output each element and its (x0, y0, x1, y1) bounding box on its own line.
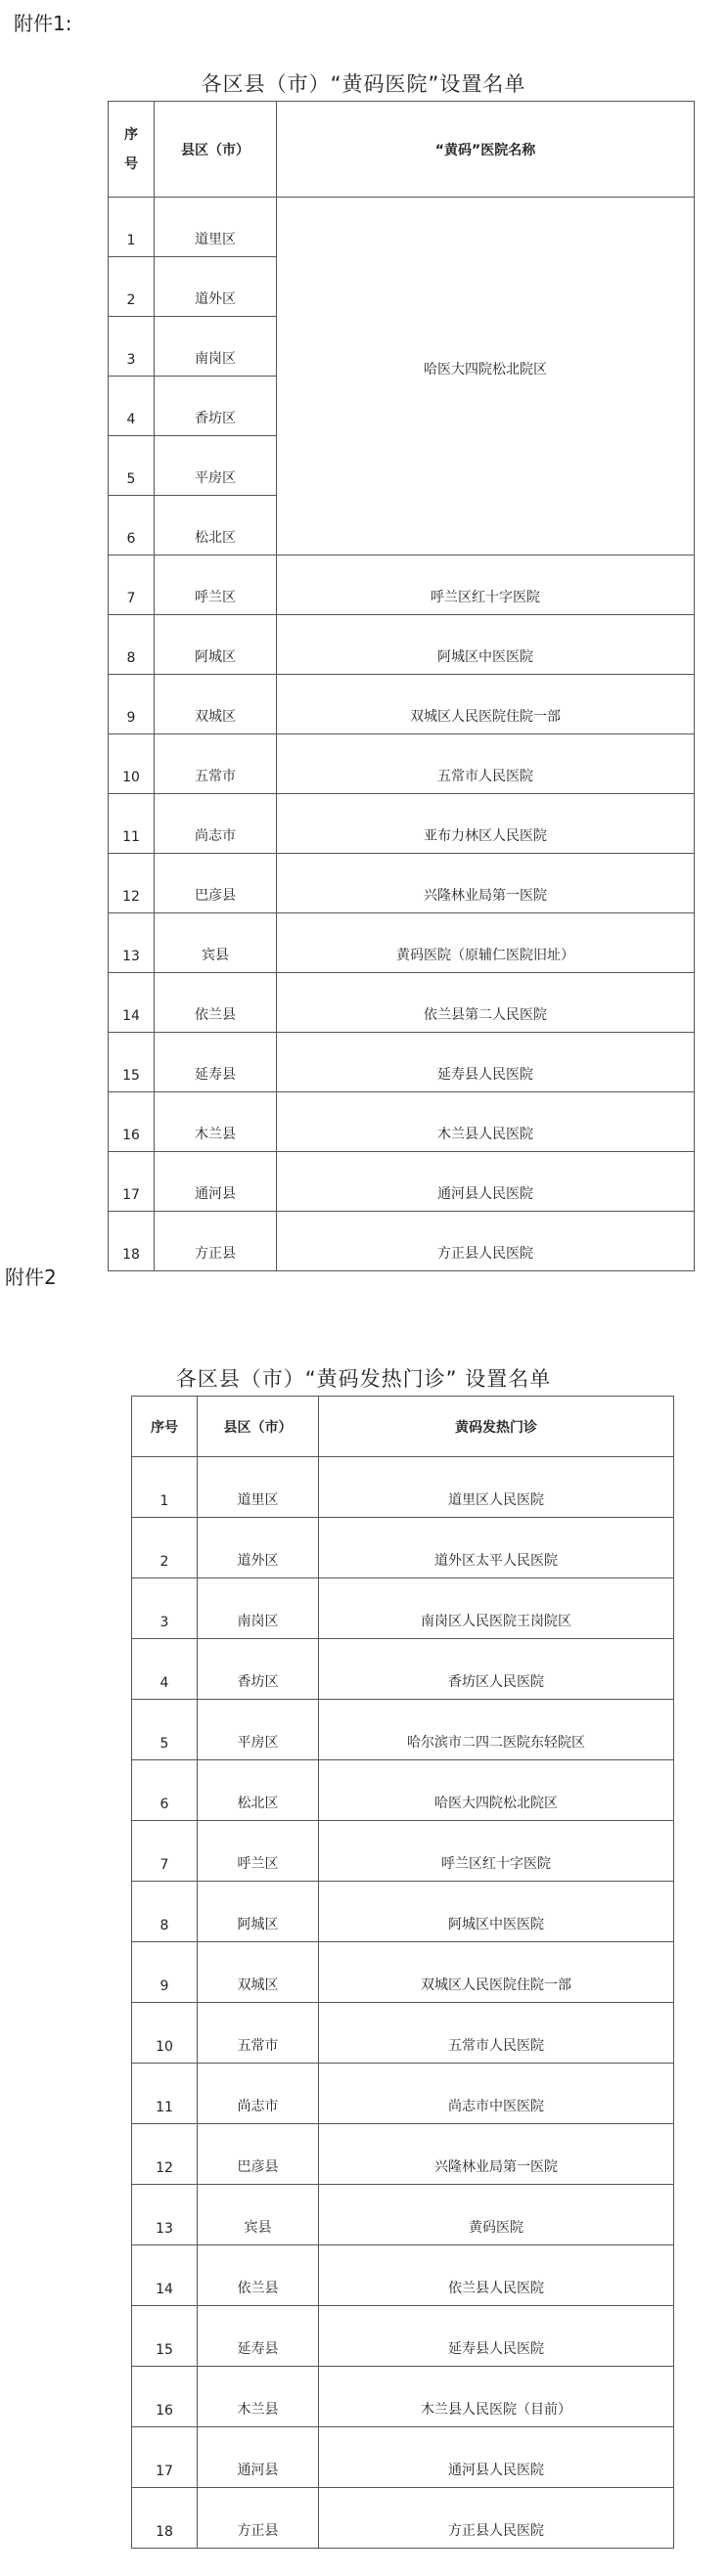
cell-hospital: 亚布力林区人民医院 (277, 794, 695, 854)
table-row (109, 198, 695, 257)
cell-seq: 4 (132, 1639, 198, 1700)
cell-district: 道里区 (198, 1457, 319, 1518)
header-seq: 序号 (132, 1397, 198, 1457)
cell-district: 通河县 (198, 2427, 319, 2488)
cell-district: 延寿县 (155, 1033, 277, 1092)
cell-seq: 13 (132, 2185, 198, 2245)
table-row (132, 1821, 674, 1882)
cell-district: 道外区 (155, 257, 277, 317)
cell-clinic: 香坊区人民医院 (319, 1639, 674, 1700)
table-row (109, 555, 695, 615)
cell-hospital: 兴隆林业局第一医院 (277, 854, 695, 913)
annex1-label: 附件1: (14, 12, 72, 35)
cell-district: 依兰县 (155, 973, 277, 1033)
table-row (132, 1882, 674, 1942)
table-row (132, 2064, 674, 2124)
annex1-title: 各区县（市）“黄码医院”设置名单 (201, 72, 526, 96)
cell-seq: 10 (132, 2003, 198, 2064)
cell-district: 道外区 (198, 1518, 319, 1578)
cell-seq: 13 (109, 913, 155, 973)
cell-clinic: 木兰县人民医院（目前） (319, 2367, 674, 2427)
cell-district: 木兰县 (198, 2367, 319, 2427)
cell-district: 方正县 (155, 1212, 277, 1271)
cell-clinic: 五常市人民医院 (319, 2003, 674, 2064)
table-row (132, 1760, 674, 1821)
cell-seq: 9 (109, 675, 155, 734)
table-row (132, 2245, 674, 2306)
cell-seq: 3 (109, 317, 155, 377)
table-header-row (109, 102, 695, 198)
table-row (132, 2003, 674, 2064)
cell-clinic: 哈医大四院松北院区 (319, 1760, 674, 1821)
cell-hospital: 五常市人民医院 (277, 734, 695, 794)
annex2-table (131, 1396, 674, 2549)
cell-district: 尚志市 (155, 794, 277, 854)
table-row (109, 1033, 695, 1092)
cell-district: 通河县 (155, 1152, 277, 1212)
cell-district: 阿城区 (198, 1882, 319, 1942)
cell-district: 呼兰区 (198, 1821, 319, 1882)
table-row (109, 1212, 695, 1271)
table-row (132, 2124, 674, 2185)
table-row (132, 1518, 674, 1578)
cell-seq: 7 (109, 555, 155, 615)
cell-clinic: 依兰县人民医院 (319, 2245, 674, 2306)
cell-seq: 12 (132, 2124, 198, 2185)
cell-seq: 16 (109, 1092, 155, 1152)
cell-district: 木兰县 (155, 1092, 277, 1152)
table-row (109, 973, 695, 1033)
cell-seq: 1 (132, 1457, 198, 1518)
cell-district: 阿城区 (155, 615, 277, 675)
table-row (132, 2427, 674, 2488)
cell-district: 松北区 (155, 496, 277, 555)
cell-district: 巴彦县 (198, 2124, 319, 2185)
cell-hospital: 呼兰区红十字医院 (277, 555, 695, 615)
cell-seq: 15 (109, 1033, 155, 1092)
cell-seq: 16 (132, 2367, 198, 2427)
cell-hospital: 阿城区中医医院 (277, 615, 695, 675)
cell-seq: 1 (109, 198, 155, 257)
cell-hospital-merged (277, 198, 695, 555)
cell-clinic: 兴隆林业局第一医院 (319, 2124, 674, 2185)
cell-seq: 14 (132, 2245, 198, 2306)
cell-hospital: 双城区人民医院住院一部 (277, 675, 695, 734)
cell-seq: 5 (132, 1700, 198, 1760)
cell-seq: 4 (109, 377, 155, 436)
cell-seq: 6 (132, 1760, 198, 1821)
cell-seq: 14 (109, 973, 155, 1033)
table-row (132, 2367, 674, 2427)
cell-seq: 18 (109, 1212, 155, 1271)
cell-seq: 17 (132, 2427, 198, 2488)
cell-seq: 12 (109, 854, 155, 913)
table-row (109, 734, 695, 794)
cell-seq: 11 (132, 2064, 198, 2124)
table-row (132, 2185, 674, 2245)
cell-district: 依兰县 (198, 2245, 319, 2306)
annex2-label: 附件2 (5, 1266, 57, 1289)
cell-hospital: 延寿县人民医院 (277, 1033, 695, 1092)
cell-seq: 7 (132, 1821, 198, 1882)
cell-seq: 17 (109, 1152, 155, 1212)
cell-seq: 5 (109, 436, 155, 496)
cell-district: 双城区 (155, 675, 277, 734)
header-hospital: “黄码”医院名称 (277, 102, 695, 198)
cell-hospital: 通河县人民医院 (277, 1152, 695, 1212)
cell-district: 宾县 (155, 913, 277, 973)
table-row (109, 615, 695, 675)
cell-seq: 3 (132, 1578, 198, 1639)
cell-hospital: 黄码医院（原辅仁医院旧址） (277, 913, 695, 973)
cell-seq: 2 (132, 1518, 198, 1578)
cell-seq: 11 (109, 794, 155, 854)
header-seq (109, 102, 155, 198)
table-row (132, 1700, 674, 1760)
cell-district: 平房区 (198, 1700, 319, 1760)
cell-clinic: 道里区人民医院 (319, 1457, 674, 1518)
table-row (132, 2306, 674, 2367)
cell-clinic: 通河县人民医院 (319, 2427, 674, 2488)
cell-district: 宾县 (198, 2185, 319, 2245)
table-header-row (132, 1397, 674, 1457)
cell-hospital: 木兰县人民医院 (277, 1092, 695, 1152)
table-row (109, 1152, 695, 1212)
cell-clinic: 延寿县人民医院 (319, 2306, 674, 2367)
cell-seq: 6 (109, 496, 155, 555)
cell-district: 南岗区 (198, 1578, 319, 1639)
cell-district: 道里区 (155, 198, 277, 257)
header-clinic: 黄码发热门诊 (319, 1397, 674, 1457)
cell-seq: 18 (132, 2488, 198, 2549)
annex2-title: 各区县（市）“黄码发热门诊” 设置名单 (175, 1367, 552, 1391)
cell-seq: 9 (132, 1942, 198, 2003)
cell-clinic: 哈尔滨市二四二医院东轻院区 (319, 1700, 674, 1760)
header-seq-label: 序 号 (124, 126, 138, 172)
merged-hospital-text: 哈医大四院松北院区 (424, 361, 547, 378)
cell-clinic: 呼兰区红十字医院 (319, 1821, 674, 1882)
cell-district: 松北区 (198, 1760, 319, 1821)
cell-clinic: 阿城区中医医院 (319, 1882, 674, 1942)
cell-district: 平房区 (155, 436, 277, 496)
table-row (132, 2488, 674, 2549)
table-row (109, 675, 695, 734)
table-row (109, 854, 695, 913)
cell-clinic: 道外区太平人民医院 (319, 1518, 674, 1578)
cell-seq: 10 (109, 734, 155, 794)
cell-seq: 8 (132, 1882, 198, 1942)
annex1-table (108, 101, 695, 1271)
cell-clinic: 南岗区人民医院王岗院区 (319, 1578, 674, 1639)
cell-seq: 15 (132, 2306, 198, 2367)
cell-seq: 2 (109, 257, 155, 317)
table-row (132, 1578, 674, 1639)
header-district: 县区（市） (198, 1397, 319, 1457)
table-row (132, 1639, 674, 1700)
cell-district: 香坊区 (155, 377, 277, 436)
cell-district: 呼兰区 (155, 555, 277, 615)
cell-district: 五常市 (155, 734, 277, 794)
cell-district: 香坊区 (198, 1639, 319, 1700)
cell-district: 双城区 (198, 1942, 319, 2003)
table-row (132, 1942, 674, 2003)
cell-seq: 8 (109, 615, 155, 675)
table-row (109, 913, 695, 973)
cell-district: 南岗区 (155, 317, 277, 377)
cell-district: 尚志市 (198, 2064, 319, 2124)
header-district: 县区（市） (155, 102, 277, 198)
table-row (109, 794, 695, 854)
cell-clinic: 尚志市中医医院 (319, 2064, 674, 2124)
cell-district: 巴彦县 (155, 854, 277, 913)
cell-clinic: 双城区人民医院住院一部 (319, 1942, 674, 2003)
cell-district: 方正县 (198, 2488, 319, 2549)
cell-district: 延寿县 (198, 2306, 319, 2367)
cell-clinic: 黄码医院 (319, 2185, 674, 2245)
cell-clinic: 方正县人民医院 (319, 2488, 674, 2549)
cell-hospital: 依兰县第二人民医院 (277, 973, 695, 1033)
cell-hospital: 方正县人民医院 (277, 1212, 695, 1271)
table-row (132, 1457, 674, 1518)
table-row (109, 1092, 695, 1152)
cell-district: 五常市 (198, 2003, 319, 2064)
